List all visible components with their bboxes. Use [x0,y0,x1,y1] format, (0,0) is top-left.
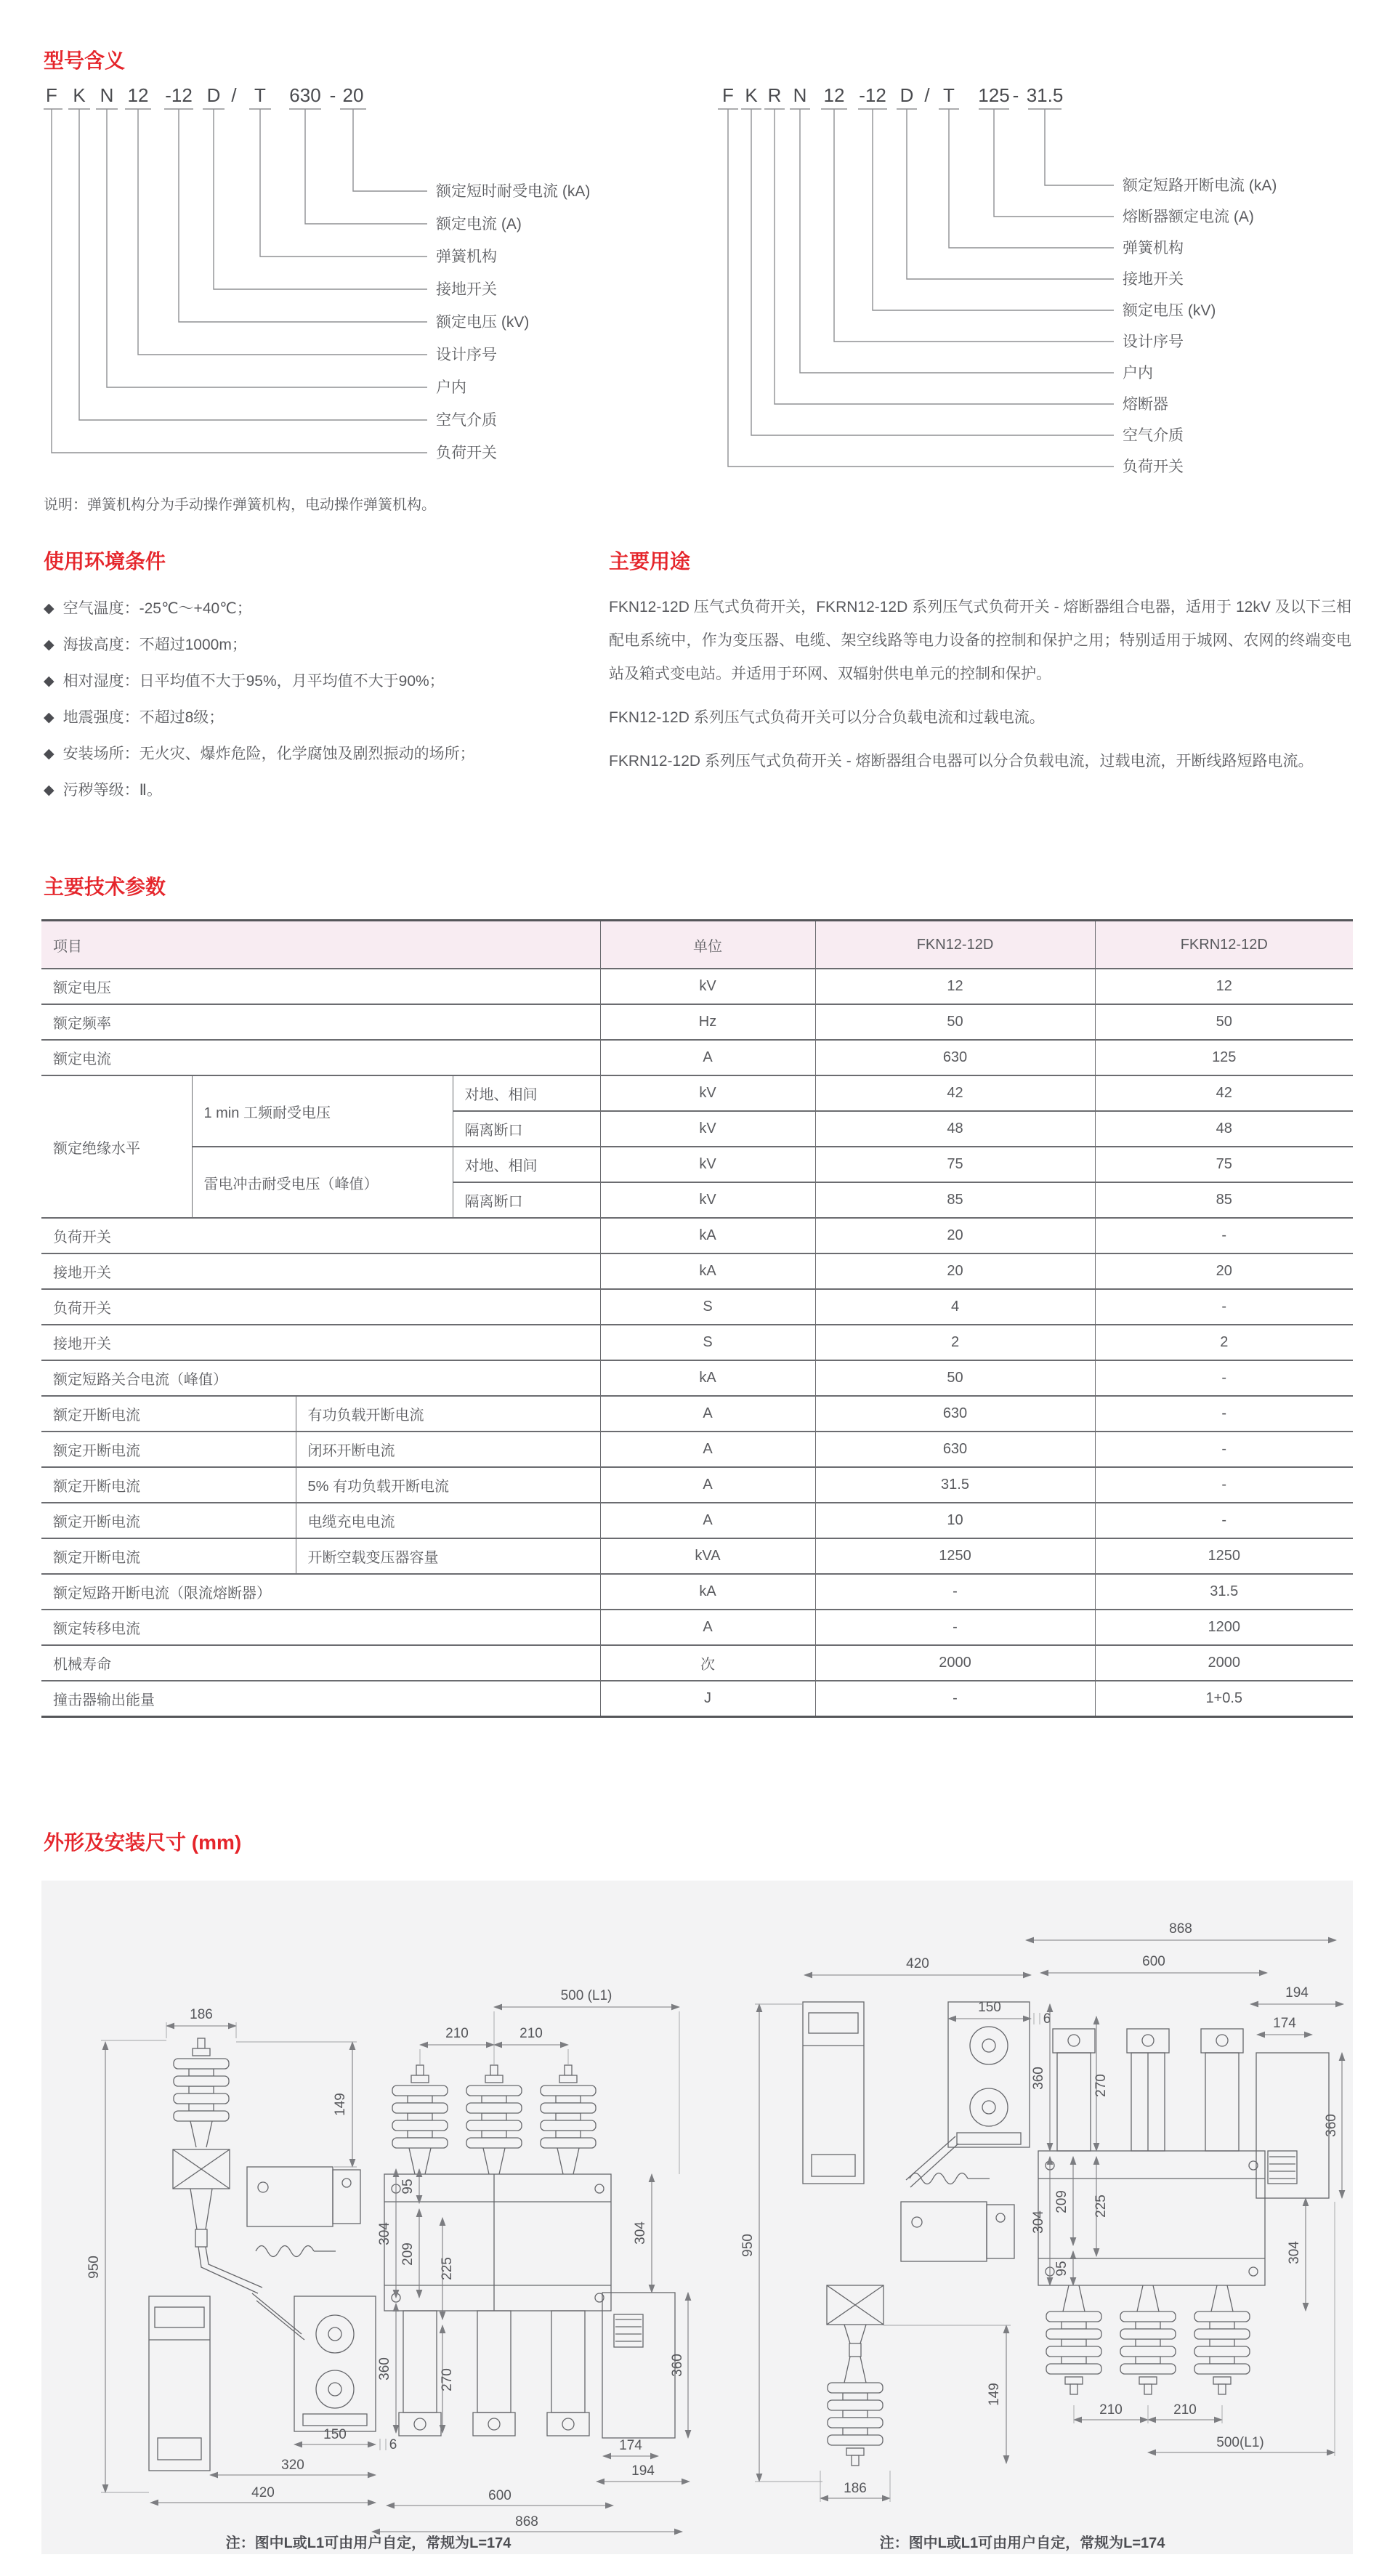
section-title-model-meaning: 型号含义 [44,49,126,72]
dim-label: 186 [190,2007,213,2022]
svg-text:95: 95 [400,2179,416,2195]
model-label: 户内 [1123,365,1153,381]
table-row: 撞击器输出能量 J - 1+0.5 [41,1681,1353,1717]
diamond-bullet-icon: ◆ [44,710,54,725]
model-part: 31.5 [1026,84,1064,106]
usage-paragraph: FKN12-12D 系列压气式负荷开关可以分合负载电流和过载电流。 [609,709,1045,726]
table-row: 额定短路开断电流（限流熔断器） kA - 31.5 [41,1574,1353,1610]
svg-text:304: 304 [1031,2210,1046,2234]
table-row: 额定绝缘水平 1 min 工频耐受电压 对地、相间 kV 42 42 [41,1075,1353,1111]
env-item [44,736,573,772]
dim-label: 950 [86,2256,102,2279]
svg-text:868: 868 [515,2514,538,2529]
model-label: 额定短时耐受电流 (kA) [436,183,591,200]
model-connector-lines [718,109,1114,467]
svg-text:150: 150 [978,2000,1001,2015]
env-item-text: 安装场所：无火灾、爆炸危险，化学腐蚀及剧烈振动的场所； [62,746,475,762]
svg-text:209: 209 [1054,2190,1070,2213]
model-label: 弹簧机构 [436,249,497,265]
usage-paragraph: FKN12-12D 压气式负荷开关，FKRN12-12D 系列压气式负荷开关 - 熔断器组合电器，适用于 12kV 及以下三相配电系统中，作为变压器、电缆、架空线路等电力设备的控制和保护之用；特别适用于城网、农网的终端变电站及箱式变电站。并适用于环网、双辐射供电单元的控制和保护。 [609,599,1351,682]
model-label: 户内 [436,379,466,396]
table-row: 额定电压 kV 12 12 [41,969,1353,1004]
table-row: 接地开关 S 2 2 [41,1325,1353,1360]
model-diagram-fkn [44,81,698,477]
table-row: 额定频率 Hz 50 50 [41,1004,1353,1040]
model-part: K [745,84,758,106]
svg-text:270: 270 [440,2368,455,2391]
table-row: 额定开断电流 开断空载变压器容量 kVA 1250 1250 [41,1538,1353,1574]
svg-text:600: 600 [488,2488,512,2503]
svg-text:304: 304 [633,2221,648,2245]
environment-section [44,546,573,809]
model-diagram-fkrn [698,81,1395,488]
model-part: F [722,84,734,106]
model-part: D [206,84,221,106]
svg-text:210: 210 [1099,2402,1123,2418]
drawing-box [41,1881,1353,2554]
svg-text:6: 6 [389,2437,397,2452]
svg-text:210: 210 [519,2026,543,2041]
model-label: 额定电压 (kV) [436,314,530,331]
usage-paragraph: FKRN12-12D 系列压气式负荷开关 - 熔断器组合电器可以分合负载电流，过载电流，开断线路短路电流。 [609,753,1314,770]
model-note: 说明：弹簧机构分为手动操作弹簧机构，电动操作弹簧机构。 [44,497,436,513]
model-label: 设计序号 [436,347,497,363]
model-part: -12 [165,84,193,106]
svg-text:304: 304 [1287,2241,1302,2264]
table-row: 隔离断口 kV 48 48 [41,1111,1353,1147]
model-label: 熔断器 [1123,396,1168,413]
svg-text:500 (L1): 500 (L1) [560,1988,612,2003]
model-part: / [231,84,237,106]
diamond-bullet-icon: ◆ [44,601,54,616]
svg-text:868: 868 [1169,1921,1192,1937]
model-label: 设计序号 [1123,334,1184,350]
svg-text:149: 149 [987,2383,1002,2406]
dimensions-section [0,1827,1395,2554]
table-row: 机械寿命 次 2000 2000 [41,1645,1353,1681]
model-part: 630 [289,84,321,106]
col-header-fkn: FKN12-12D [815,921,1095,969]
svg-text:420: 420 [906,1956,929,1971]
model-part: K [73,84,86,106]
model-label: 空气介质 [1123,427,1184,444]
model-part: - [329,84,336,106]
model-label: 接地开关 [1123,271,1184,288]
section-title-environment: 使用环境条件 [44,550,166,573]
section-title-dimensions: 外形及安装尺寸 (mm) [44,1831,242,1854]
env-item [44,772,573,809]
env-item [44,591,573,627]
col-header-unit: 单位 [600,921,815,969]
diamond-bullet-icon: ◆ [44,783,54,798]
svg-text:209: 209 [400,2242,416,2266]
env-item-text: 地震强度：不超过8级； [62,709,225,726]
svg-text:360: 360 [377,2357,392,2381]
model-label: 熔断器额定电流 (A) [1123,209,1254,225]
svg-text:320: 320 [281,2458,304,2473]
diamond-bullet-icon: ◆ [44,674,54,689]
dimension-drawing-fkn [41,1889,695,2554]
model-part: 20 [342,84,364,106]
model-part: - [1012,84,1019,106]
svg-text:225: 225 [1093,2195,1109,2218]
env-item-text: 污秽等级：Ⅱ。 [62,782,162,799]
svg-text:210: 210 [1173,2402,1197,2418]
model-part: 12 [823,84,845,106]
svg-text:6: 6 [1043,2011,1051,2027]
model-label: 负荷开关 [436,445,497,461]
table-row: 接地开关 kA 20 20 [41,1253,1353,1289]
model-part: T [943,84,955,106]
env-item [44,663,573,700]
table-row: 额定开断电流 电缆充电电流 A 10 - [41,1503,1353,1538]
svg-text:270: 270 [1093,2074,1109,2097]
svg-text:174: 174 [619,2438,642,2453]
env-item-text: 海拔高度：不超过1000m； [62,637,247,653]
env-item [44,627,573,663]
model-part: 12 [127,84,149,106]
drawing-note: 注：图中L或L1可由用户自定，常规为L=174 [225,2535,512,2551]
svg-text:360: 360 [670,2354,685,2377]
table-header-row [41,921,1353,969]
model-label: 额定短路开断电流 (kA) [1123,177,1277,194]
table-row: 隔离断口 kV 85 85 [41,1182,1353,1218]
svg-text:194: 194 [1285,1985,1309,2000]
svg-text:360: 360 [1031,2067,1046,2090]
model-label: 空气介质 [436,412,497,429]
model-part: N [793,84,807,106]
diamond-bullet-icon: ◆ [44,637,54,653]
env-item-text: 相对湿度：日平均值不大于95%，月平均值不大于90%； [62,673,445,690]
model-part: 125 [978,84,1010,106]
dim-label: 149 [333,2093,348,2116]
svg-text:225: 225 [440,2257,455,2280]
svg-text:174: 174 [1273,2016,1296,2031]
col-header-item: 项目 [41,921,600,969]
svg-text:420: 420 [251,2485,275,2500]
parameters-table [41,919,1353,1718]
section-title-usage: 主要用途 [609,550,691,573]
model-label: 额定电流 (A) [436,216,522,233]
model-part: F [46,84,57,106]
drawing-note: 注：图中L或L1可由用户自定，常规为L=174 [879,2535,1165,2551]
table-row: 额定转移电流 A - 1200 [41,1610,1353,1645]
table-row: 负荷开关 S 4 - [41,1289,1353,1325]
table-row: 雷电冲击耐受电压（峰值） 对地、相间 kV 75 75 [41,1147,1353,1182]
model-part: R [767,84,782,106]
col-header-fkrn: FKRN12-12D [1095,921,1353,969]
model-label: 接地开关 [436,281,497,298]
svg-text:600: 600 [1142,1954,1165,1969]
model-part: -12 [859,84,886,106]
diamond-bullet-icon: ◆ [44,746,54,762]
svg-text:150: 150 [323,2427,347,2442]
model-label: 额定电压 (kV) [1123,302,1216,319]
model-connector-lines [44,109,427,453]
svg-text:500(L1): 500(L1) [1216,2435,1264,2450]
env-item-text: 空气温度：-25℃～+40℃； [62,600,252,617]
table-row: 负荷开关 kA 20 - [41,1218,1353,1253]
section-title-parameters: 主要技术参数 [44,876,166,898]
svg-text:186: 186 [844,2481,867,2496]
table-row: 额定开断电流 5% 有功负载开断电流 A 31.5 - [41,1467,1353,1503]
model-part: / [924,84,930,106]
model-part: T [254,84,266,106]
model-diagrams [44,81,1395,488]
dimension-drawing-fkrn [695,1889,1349,2554]
parameters-section [0,871,1395,1718]
svg-text:304: 304 [377,2222,392,2245]
table-row: 额定开断电流 有功负载开断电流 A 630 - [41,1396,1353,1432]
usage-section [609,546,1351,809]
svg-text:95: 95 [1054,2261,1070,2277]
svg-text:194: 194 [631,2463,655,2479]
table-row: 额定开断电流 闭环开断电流 A 630 - [41,1432,1353,1467]
env-item [44,700,573,736]
table-row: 额定短路关合电流（峰值） kA 50 - [41,1360,1353,1396]
table-row: 额定电流 A 630 125 [41,1040,1353,1075]
model-label: 弹簧机构 [1123,240,1184,257]
model-part: N [100,84,114,106]
svg-text:360: 360 [1324,2114,1339,2137]
model-label: 负荷开关 [1123,459,1184,475]
svg-text:210: 210 [445,2026,469,2041]
model-part: D [899,84,914,106]
svg-text:950: 950 [740,2234,756,2257]
